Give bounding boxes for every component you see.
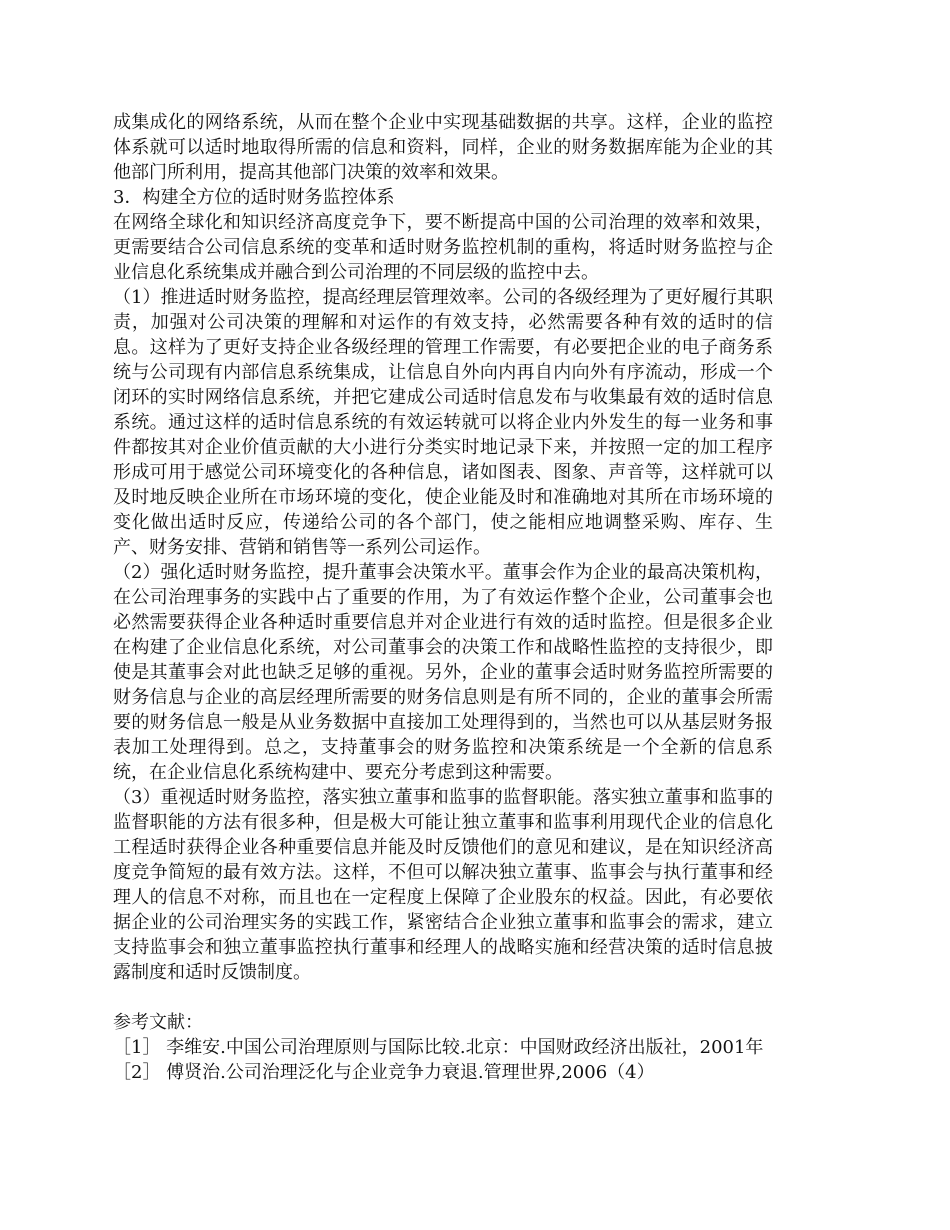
body-paragraph-point-3: （3）重视适时财务监控，落实独立董事和监事的监督职能。落实独立董事和监事的监督职能的方法有很多种，但是极大可能让独立董事和监事利用现代企业的信息化工程适时获得企业各种重要信息并能及时反馈他们的意见和建议，是在知识经济高度竞争简短的最有效方法。这样，不但可以解决独立董事、监事会与执行董事和经理人的信息不对称，而且也在一定程度上保障了企业股东的权益。因此，有必要依据企业的公司治理实务的实践工作，紧密结合企业独立董事和监事会的需求，建立支持监事会和独立董事监控执行董事和经理人的战略实施和经营决策的适时信息披露制度和适时反馈制度。 (113, 787, 773, 983)
body-paragraph-point-2: （2）强化适时财务监控，提升董事会决策水平。董事会作为企业的最高决策机构，在公司治理事务的实践中占了重要的作用，为了有效运作整个企业，公司董事会也必然需要获得企业各种适时重要信息并对企业进行有效的适时监控。但是很多企业在构建了企业信息化系统，对公司董事会的决策工作和战略性监控的支持很少，即使是其董事会对此也缺乏足够的重视。另外，企业的董事会适时财务监控所需要的财务信息与企业的高层经理所需要的财务信息则是有所不同的，企业的董事会所需要的财务信息一般是从业务数据中直接加工处理得到的，当然也可以从基层财务报表加工处理得到。总之，支持董事会的财务监控和决策系统是一个全新的信息系统，在企业信息化系统构建中、要充分考虑到这种需要。 (113, 562, 773, 783)
references-title: 参考文献： (113, 1012, 203, 1033)
reference-item-2: ［2］ 傅贤治.公司治理泛化与企业竞争力衰退.管理世界,2006（4） (113, 1062, 655, 1083)
section-heading: 3．构建全方位的适时财务监控体系 (113, 187, 395, 208)
body-paragraph-point-1: （1）推进适时财务监控，提高经理层管理效率。公司的各级经理为了更好履行其职责，加强对公司决策的理解和对运作的有效支持，必然需要各种有效的适时的信息。这样为了更好支持企业各级经理的管理工作需要，有必要把企业的电子商务系统与公司现有内部信息系统集成，让信息自外向内再自内向外有序流动，形成一个闭环的实时网络信息系统，并把它建成公司适时信息发布与收集最有效的适时信息系统。通过这样的适时信息系统的有效运转就可以将企业内外发生的每一业务和事件都按其对企业价值贡献的大小进行分类实时地记录下来，并按照一定的加工程序形成可用于感觉公司环境变化的各种信息，诸如图表、图象、声音等，这样就可以及时地反映企业所在市场环境的变化，使企业能及时和准确地对其所在市场环境的变化做出适时反应，传递给公司的各个部门，使之能相应地调整采购、库存、生产、财务安排、营销和销售等一系列公司运作。 (113, 287, 773, 558)
body-paragraph-overview: 在网络全球化和知识经济高度竞争下，要不断提高中国的公司治理的效率和效果，更需要结合公司信息系统的变革和适时财务监控机制的重构，将适时财务监控与企业信息化系统集成并融合到公司治理的不同层级的监控中去。 (113, 212, 773, 283)
document-page (113, 110, 773, 1085)
body-paragraph-intro: 成集成化的网络系统，从而在整个企业中实现基础数据的共享。这样，企业的监控体系就可以适时地取得所需的信息和资料，同样，企业的财务数据库能为企业的其他部门所利用，提高其他部门决策的效率和效果。 (113, 112, 773, 183)
reference-item-1: ［1］ 李维安.中国公司治理原则与国际比较.北京：中国财政经济出版社，2001年 (113, 1037, 764, 1058)
spacer (113, 985, 773, 1010)
